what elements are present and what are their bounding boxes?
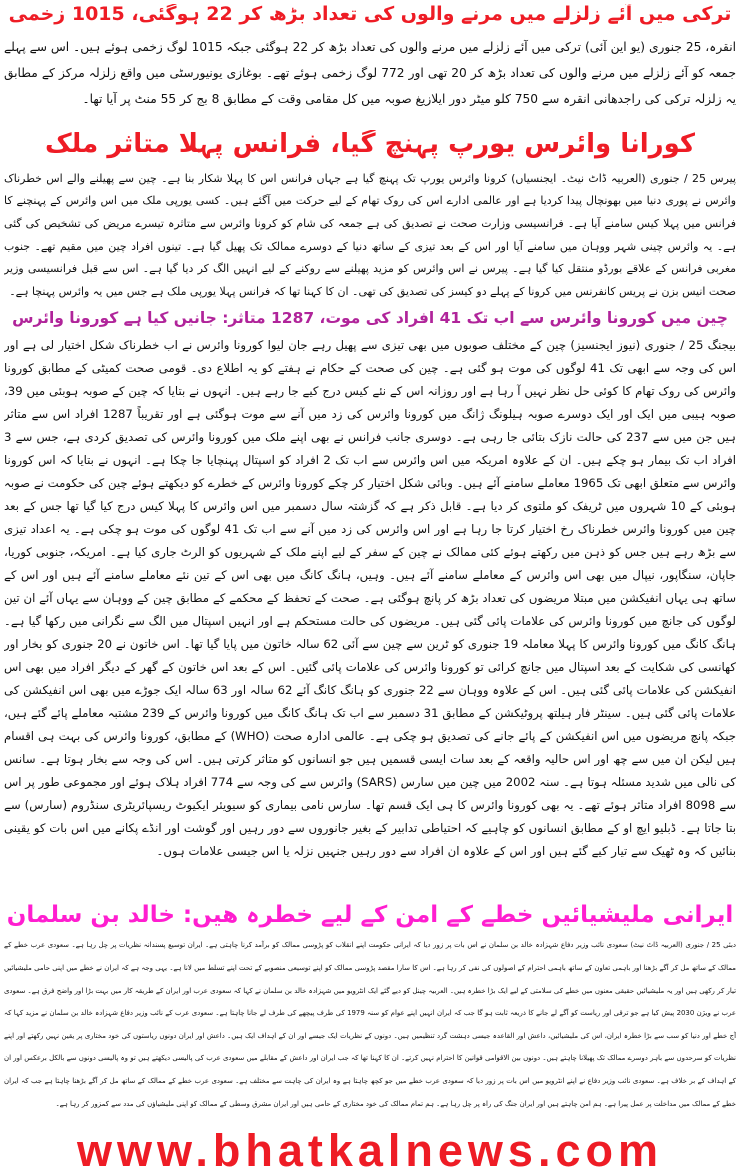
article-coronavirus-france [4, 130, 736, 304]
site-watermark: www.bhatkalnews.com [77, 1125, 663, 1176]
article-turkey-earthquake [4, 4, 736, 114]
article-headline: کورانا وائرس یورپ پہنچ گیا، فرانس پہلا متاثر ملک [44, 130, 696, 159]
article-iran-militias [4, 902, 736, 1114]
article-body: پیرس 25 / جنوری (العربیہ ڈاٹ نیٹ۔ ایجنسیاں) کرونا وائرس یورپ تک پہنچ گیا ہے جہاں فرانس اس کا پہلا شکار بنا ہے۔ چین سے پھیلنے والے اس خطرناک وائرس نے پوری دنیا میں بھونچال پیدا کردیا ہے اور عالمی ادارے اس کی روک تھام کے لیے حرکت میں آگئے ہیں۔ کسی یورپی ملک میں اس وائرس کے پہنچنے کا فرانس میں پہلا کیس سامنے آیا ہے۔ فرانسیسی وزارت صحت نے تصدیق کی ہے جمعہ کی شام کو کرونا وائرس سے متاثرہ تیسرے مریض کی تشخیص کی گئی ہے۔ یہ وائرس چینی شہر ووہان میں سامنے آیا اور اس کے بعد تیزی کے ساتھ دنیا کے دوسرے ممالک تک پھیل گیا ہے۔ تینوں افراد چین میں مقیم تھے۔ جنوب مغربی فرانس کے علاقے بورڈو منتقل کیا گیا ہے۔ پیرس نے اس وائرس کو مزید پھیلنے سے روکنے کے لیے انہیں الگ کر دیا گیا ہے۔ اس سے قبل فرانسیسی وزیر صحت انیس بزن نے پریس کانفرنس میں کرونا کے پہلے دو کیسز کی تصدیق کی تھی۔ ان کا کہنا تھا کہ فرانس پہلا یورپی ملک ہے جس میں یہ وائرس پہنچا ہے۔ [4, 171, 736, 298]
article-body: دبئی 25 / جنوری (العربیہ ڈاٹ نیٹ) سعودی نائب وزیر دفاع شہزادہ خالد بن سلمان نے اس بات پر زور دیا کہ ایرانی حکومت اپنے انقلاب کو پڑوسی ممالک کو برآمد کرنا چاہتی ہے۔ ایران توسیع پسندانہ نظریات پر چل رہا ہے۔ سعودی عرب خطے کے ممالک کے ساتھ مل کر آگے بڑھنا اور باہمی تعاون کے ساتھ باہمی احترام کے اصولوں کی نفی کر رہا ہے۔ اس کا سارا مقصد پڑوسی ممالک کو اپنے توسیعی منصوبے کے تحت اپنے تسلط میں لانا ہے۔ یہی وجہ ہے کہ ایران نے خطے میں اپنی حامی ملیشیائیں تیار کر رکھی ہیں اور یہ ملیشیائیں حقیقی معنوں میں خطے کی سلامتی کے لیے ایک بڑا خطرہ ہیں۔ العربیہ چینل کو دیے گئے ایک انٹرویو میں شہزادہ خالد بن سلمان نے کہا کہ سعودی عرب اور ایران کے طریقہ کار میں بہت بڑا اور واضح فرق ہے۔ سعودی عرب نے ویژن 2030 پیش کیا ہے جو ترقی اور ریاست کو آگے لے جانے کا ذریعہ ثابت ہو گا جب کہ ایران انہیں اپنے عوام کو سنہ 1979 کی طرف پیچھے کی طرف لے جانا چاہتا ہے۔ سعودی عرب کے نائب وزیر دفاع شہزادہ خالد بن سلمان نے مزید کہا کہ آج خطے اور دنیا کو سب سے بڑا خطرہ ایران، اس کی ملیشیائیں، داعش اور القاعدہ جیسی دہشت گرد تنظیمیں ہیں۔ دونوں کے نظریات ایک جیسے اور ان کے اہداف ایک ہیں۔ داعش اور ایران دونوں ریاستوں کی خود مختاری پر یقین نہیں رکھتے اور اپنے نظریات کو سرحدوں سے باہر دوسرے ممالک تک پھیلانا چاہتے ہیں۔ دونوں بین الاقوامی قوانین کا احترام نہیں کرتے۔ ان کا کہنا تھا کہ جب ایران اور داعش کے مقابلے میں سعودی عرب کی پالیسی دیکھتے ہیں تو وہ پالیسی دونوں سے بالکل برعکس اور ان کے اہداف کے بر خلاف ہے۔ سعودی نائب وزیر دفاع نے اپنے انٹرویو میں اس بات پر زور دیا کہ سعودی عرب خطے میں جو کچھ چاہتا ہے وہ ایران کی چاہت سے مختلف ہے۔ سعودی عرب خطے کے ممالک کے ساتھ مل کر آگے بڑھنا چاہتا ہے جب کہ ایران خطے کے ممالک میں مداخلت پر عمل پیرا ہے۔ ہم امن چاہتے ہیں اور ایران جنگ کی راہ پر چل رہا ہے۔ ہم تمام ممالک کی خود مختاری کے حامی ہیں اور ایران مشرق وسطی کے ممالک کو اپنی ملیشیاؤں کی مدد سے کمزور کر رہا ہے۔ [4, 941, 736, 1108]
article-headline: چین میں کورونا وائرس سے اب تک 41 افراد کی موت، 1287 متاثر: جانیں کیا ہے کورونا وائرس [12, 310, 728, 327]
article-body: انقرہ، 25 جنوری (یو این آئی) ترکی میں آئے زلزلے میں مرنے والوں کی تعداد بڑھ کر 22 ہوگئی جبکہ 1015 لوگ زخمی ہوئے ہیں۔ اس سے پہلے جمعہ کو آئے زلزلے میں مرنے والوں کی تعداد بڑھ کر 20 تھی اور 772 لوگ زخمی ہوئے تھے۔ بوغازی یونیورسٹی میں واقع زلزلہ مرکز کے مطابق یہ زلزلہ ترکی کی راجدھانی انقرہ سے 750 کلو میٹر دور ایلازیغ صوبہ میں کل مقامی وقت کے مطابق 8 بج کر 55 منٹ پر آیا تھا۔ [4, 39, 736, 106]
article-headline: ایرانی ملیشیائیں خطے کے امن کے لیے خطرہ ھیں: خالد بن سلمان [6, 902, 734, 928]
article-headline: ترکی میں آئے زلزلے میں مرنے والوں کی تعداد بڑھ کر 22 ہوگئی، 1015 زخمی [8, 4, 732, 25]
article-body: بیجنگ 25 / جنوری (نیوز ایجنسیز) چین کے مختلف صوبوں میں بھی تیزی سے پھیل رہے جان لیوا کورونا وائرس نے اب خطرناک شکل اختیار لی ہے اور اس کی وجہ سے ابھی تک 41 لوگوں کی موت ہو گئی ہے۔ چین کی صحت کے حکام نے ہفتے کو یہ اطلاع دی۔ قومی صحت کمیٹی کے مطابق کورونا وائرس کی روک تھام کا کوئی حل نظر نہیں آ رہا ہے اور روزانہ اس کے نئے کیس درج کیے جا رہے ہیں۔ انہوں نے بتایا کہ چین کے صوبہ ہوبئی میں 39، صوبہ ہیبی میں ایک اور ایک دوسرے صوبہ ہیلونگ ژانگ میں کورونا وائرس کی زد میں آنے سے موت ہوگئی ہے اور تقریباً 1287 افراد اس سے متاثر ہیں جن میں سے 237 کی حالت نازک بتائی جا رہی ہے۔ دوسری جانب فرانس نے بھی اپنے ملک میں کورونا وائرس کی تصدیق کردی ہے، جس سے 3 افراد اب تک بیمار ہو چکے ہیں۔ ان کے علاوہ امریکہ میں اس وائرس سے اب تک 2 افراد کو اسپتال پہنچایا جا چکا ہے۔ انہوں نے بتایا کہ اس کورونا وائرس سے متعلق ابھی تک 1965 معاملے سامنے آئے ہیں۔ وبائی شکل اختیار کر چکے کورونا وائرس کے خطرے کو دیکھتے ہوئے چین کی حکومت نے صوبہ ہوبئی کے 10 شہروں میں ٹریفک کو ملتوی کر دیا ہے۔ قابل ذکر ہے کہ گزشتہ سال دسمبر میں اس وائرس کا پہلا کیس درج کیا گیا تھا جس کے بعد چین میں کورونا وائرس خطرناک رخ اختیار کرتا جا رہا ہے اور اس وائرس کی زد میں آنے سے اب تک 41 لوگوں کی موت ہو چکی ہے۔ یہ اعداد تیزی سے بڑھ رہے ہیں جس کو ذہن میں رکھتے ہوئے کئی ممالک نے چین کے سفر کے لیے اپنے ملک کے شہریوں کو الرٹ جاری کیا ہے۔ امریکہ، جنوبی کوریا، جاپان، سنگاپور، نیپال میں بھی اس وائرس کے معاملے سامنے آئے ہیں۔ وہیں، ہانگ کانگ میں بھی اس کے تین نئے معاملے سامنے آئے ہیں اور اس کے ساتھ ہی یہاں انفیکشن میں مبتلا مریضوں کی تعداد بڑھ کر پانچ ہوگئی ہے۔ صحت کے تحفظ کے محکمے کے مطابق چین کے ووہان سے یہاں آئے ان تین لوگوں کی جانچ میں کورونا وائرس کی علامات پائی گئی ہیں۔ مریضوں کی حالت مستحکم ہے اور انہیں اسپتال میں الگ سے نگرانی میں رکھا گیا ہے۔ ہانگ کانگ میں کورونا وائرس کا پہلا معاملہ 19 جنوری کو ٹرین سے چین سے آئی 62 سالہ خاتون میں پایا گیا تھا۔ اس خاتون نے 20 جنوری کو بخار اور کھانسی کی شکایت کے بعد اسپتال میں جانچ کرائی تو کورونا وائرس کی علامات پائی گئیں۔ اس کے بعد اس خاتون کے گھر کے دیگر افراد میں بھی اس انفیکشن کی علامات پائی گئی ہیں۔ اس کے علاوہ ووہان سے 22 جنوری کو ہانگ کانگ آئے 62 سالہ اور 63 سالہ ایک جوڑے میں بھی اس انفیکشن کی علامات پائی گئی ہیں۔ سینٹر فار ہیلتھ پروٹیکشن کے مطابق 31 دسمبر سے اب تک ہانگ کانگ میں کورونا وائرس کے 239 مشتبہ معاملے پائے گئے ہیں، جبکہ پانچ مریضوں میں اس انفیکشن کے پائے جانے کی تصدیق ہو چکی ہے۔ عالمی ادارہ صحت (WHO) کے مطابق، کورونا وائرس کی بہت ہی اقسام ہیں لیکن ان میں سے چھ اور اس حالیہ واقعہ کے بعد سات ایسی قسمیں ہیں جو انسانوں کو متاثر کرتی ہیں۔ اس کی وجہ سے بخار ہوتا ہے۔ سانس کی نالی میں شدید مسئلہ ہوتا ہے۔ سنہ 2002 میں چین میں سارس (SARS) وائرس سے کی وجہ سے 774 افراد ہلاک ہوئے اور مجموعی طور پر اس سے 8098 افراد متاثر ہوئے تھے۔ یہ بھی کورونا وائرس کا ہی ایک قسم تھا۔ سارس نامی بیماری کو سیویئر ایکیوٹ ریسپائریٹری سنڈروم (سارس) سے بتا جاتا ہے۔ ڈبلیو ایچ او کے مطابق انسانوں کو چاہیے کہ احتیاطی تدابیر کے بغیر جانوروں سے دور رہیں اور گوشت اور انڈے پکانے میں اس بات کو یقینی بنائیں کہ وہ ٹھیک سے تیار کیے گئے ہیں اور اس کے علاوہ ان افراد سے دور رہیں جنہیں نزلہ یا اس جیسی علامات ہوں۔ [4, 337, 736, 858]
article-coronavirus-china [4, 310, 736, 874]
